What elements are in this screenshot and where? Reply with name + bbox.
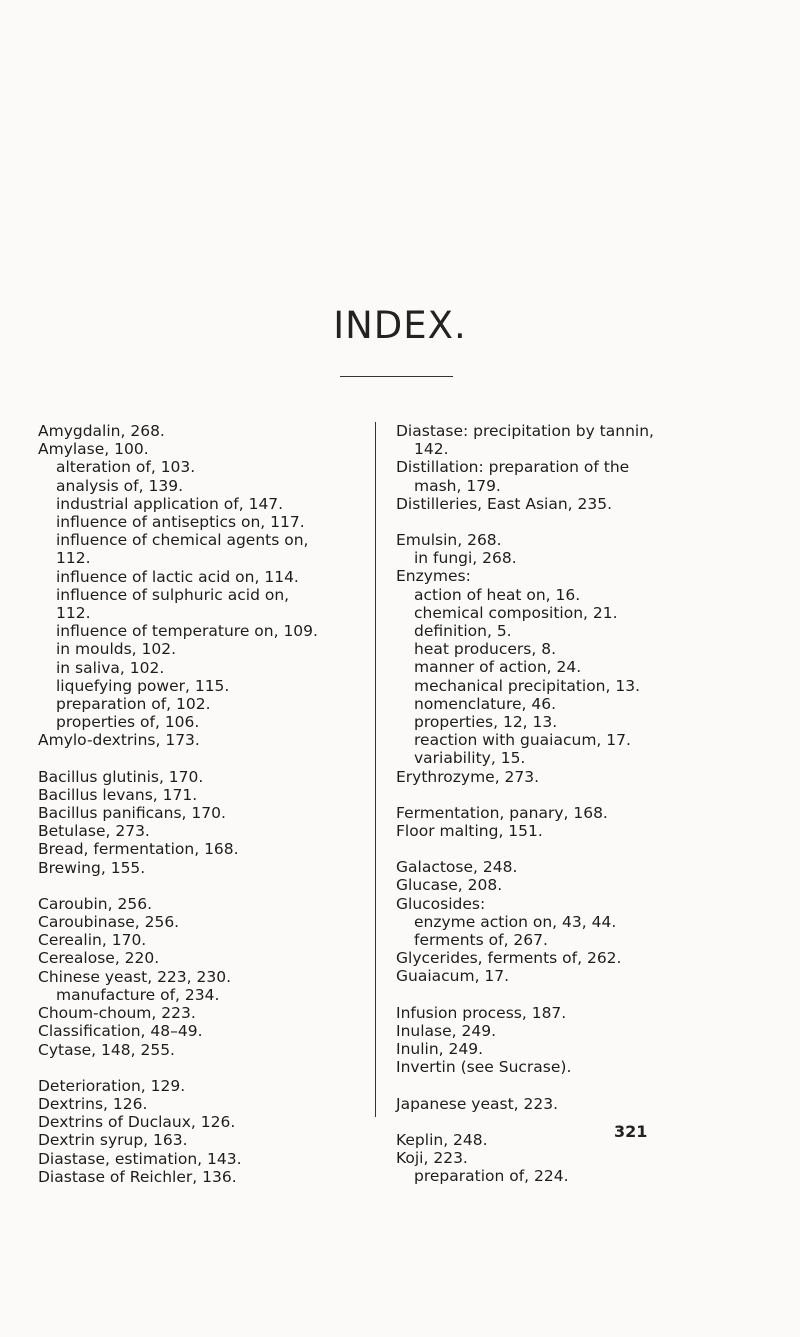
index-entry: Bacillus panificans, 170. (38, 804, 226, 823)
column-divider (375, 422, 376, 1117)
index-entry: Amylase, 100. (38, 440, 149, 459)
index-entry: Choum-choum, 223. (38, 1004, 196, 1023)
index-entry: Floor malting, 151. (396, 822, 543, 841)
index-entry: Koji, 223. (396, 1148, 468, 1167)
index-entry: Caroubinase, 256. (38, 913, 180, 932)
index-subentry: 112. (56, 549, 91, 568)
index-entry: Betulase, 273. (38, 822, 150, 841)
index-entry: Cerealose, 220. (38, 949, 160, 968)
index-entry: Cytase, 148, 255. (38, 1040, 175, 1059)
index-entry: Chinese yeast, 223, 230. (38, 967, 232, 986)
index-entry: Distilleries, East Asian, 235. (396, 494, 613, 513)
index-column-right (396, 422, 766, 1185)
index-subentry: reaction with guaiacum, 17. (414, 731, 631, 750)
index-subentry: 112. (56, 604, 91, 623)
index-subentry: properties of, 106. (56, 713, 200, 732)
index-subentry: in saliva, 102. (56, 658, 165, 677)
index-entry: Diastase of Reichler, 136. (38, 1167, 237, 1186)
index-entry: Dextrins, 126. (38, 1094, 148, 1113)
index-entry: Dextrins of Duclaux, 126. (38, 1113, 236, 1132)
index-subentry: influence of lactic acid on, 114. (56, 567, 299, 586)
index-entry: Guaiacum, 17. (396, 967, 510, 986)
index-subentry: in fungi, 268. (414, 549, 517, 568)
index-subentry: nomenclature, 46. (414, 694, 557, 713)
index-subentry: action of heat on, 16. (414, 585, 581, 604)
index-subentry: manner of action, 24. (414, 658, 582, 677)
index-entry: Infusion process, 187. (396, 1003, 567, 1022)
index-entry: Bacillus glutinis, 170. (38, 767, 204, 786)
index-entry: Inulin, 249. (396, 1040, 484, 1059)
index-entry: Bacillus levans, 171. (38, 785, 198, 804)
index-entry: Caroubin, 256. (38, 894, 152, 913)
index-entry: Dextrin syrup, 163. (38, 1131, 188, 1150)
index-entry: Amygdalin, 268. (38, 422, 165, 440)
index-subentry: influence of antiseptics on, 117. (56, 513, 305, 532)
index-entry: Glucase, 208. (396, 876, 503, 895)
index-entry: Classification, 48–49. (38, 1022, 203, 1041)
page-number: 321 (614, 1122, 648, 1141)
index-subentry: alteration of, 103. (56, 458, 196, 477)
index-entry: Brewing, 155. (38, 858, 146, 877)
index-subentry: heat producers, 8. (414, 640, 557, 659)
index-entry: Distillation: preparation of the (396, 458, 630, 477)
index-subentry: enzyme action on, 43, 44. (414, 912, 617, 931)
index-subentry: preparation of, 102. (56, 695, 211, 714)
index-entry: Invertin (see Sucrase). (396, 1058, 572, 1077)
index-subentry: definition, 5. (414, 622, 512, 641)
index-entry: Diastase, estimation, 143. (38, 1149, 242, 1168)
index-subentry: 142. (414, 440, 449, 459)
index-subentry: influence of sulphuric acid on, (56, 585, 290, 604)
index-entry: Bread, fermentation, 168. (38, 840, 239, 859)
index-subentry: mechanical precipitation, 13. (414, 676, 641, 695)
page-title: INDEX. (333, 304, 467, 347)
title-rule (340, 376, 453, 377)
index-entry: Galactose, 248. (396, 858, 518, 877)
index-entry: Erythrozyme, 273. (396, 767, 540, 786)
index-subentry: variability, 15. (414, 749, 526, 768)
index-subentry: preparation of, 224. (414, 1167, 569, 1186)
index-subentry: analysis of, 139. (56, 476, 183, 495)
index-column-left (38, 422, 368, 1186)
index-entry: Inulase, 249. (396, 1021, 497, 1040)
index-subentry: mash, 179. (414, 476, 501, 495)
index-subentry: manufacture of, 234. (56, 985, 220, 1004)
index-subentry: influence of temperature on, 109. (56, 622, 318, 641)
index-subentry: industrial application of, 147. (56, 494, 284, 513)
index-subentry: liquefying power, 115. (56, 676, 230, 695)
index-entry: Fermentation, panary, 168. (396, 803, 608, 822)
index-entry: Enzymes: (396, 567, 471, 586)
index-entry: Diastase: precipitation by tannin, (396, 422, 654, 440)
index-entry: Keplin, 248. (396, 1130, 488, 1149)
index-subentry: ferments of, 267. (414, 931, 548, 950)
index-subentry: influence of chemical agents on, (56, 531, 309, 550)
index-entry: Glucosides: (396, 894, 486, 913)
index-entry: Cerealin, 170. (38, 931, 147, 950)
index-entry: Deterioration, 129. (38, 1076, 186, 1095)
index-entry: Glycerides, ferments of, 262. (396, 949, 622, 968)
index-entry: Emulsin, 268. (396, 531, 502, 550)
index-entry: Amylo-dextrins, 173. (38, 731, 200, 750)
index-subentry: in moulds, 102. (56, 640, 177, 659)
index-subentry: chemical composition, 21. (414, 603, 618, 622)
index-entry: Japanese yeast, 223. (396, 1094, 559, 1113)
index-subentry: properties, 12, 13. (414, 713, 558, 732)
